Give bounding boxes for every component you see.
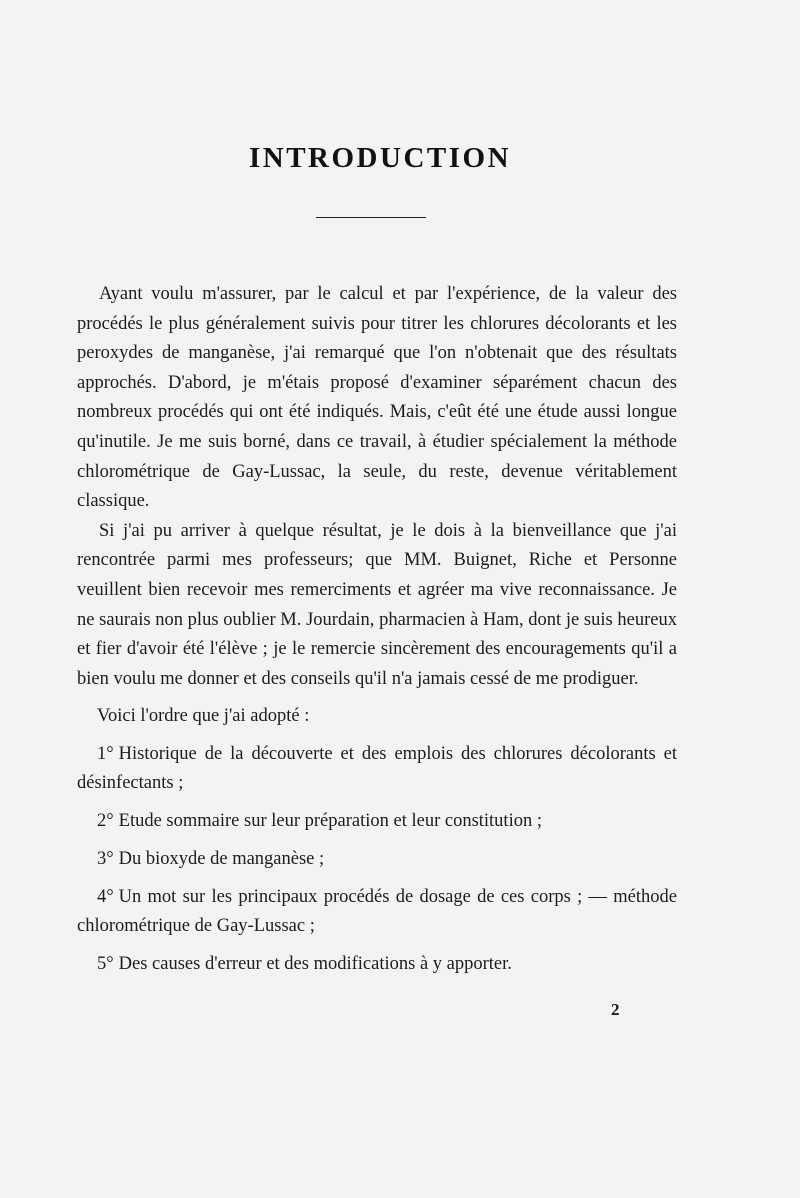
list-item-number: 5° xyxy=(97,954,114,974)
list-item-text: Du bioxyde de manganèse ; xyxy=(118,849,325,869)
paragraph-1: Ayant voulu m'assurer, par le calcul et par l'expérience, de la valeur des procédés le plus généralement suivis pour titrer les chlorures décolorants et les peroxydes de manganèse, j'ai remarqué que l'on n'obtenait que des résultats approchés. D'abord, je m'étais proposé d'examiner séparément chacun des nombreux procédés qui ont été indiqués. Mais, c'eût été une étude aussi longue qu'inutile. Je me suis borné, dans ce travail, à étudier spécialement la méthode chlorométrique de Gay-Lussac, la seule, du reste, devenue véritablement classique. xyxy=(77,284,677,512)
plan-section xyxy=(77,702,677,988)
list-item-text: Un mot sur les principaux procédés de dosage de ces corps ; — méthode chlorométrique de Gay-Lussac ; xyxy=(77,887,677,936)
list-item xyxy=(77,950,677,979)
list-item-text: Historique de la découverte et des emplois des chlorures décolorants et désinfectants ; xyxy=(77,744,677,793)
list-item-number: 1° xyxy=(97,744,114,764)
list-item xyxy=(77,845,677,874)
paragraph-2: Si j'ai pu arriver à quelque résultat, je le dois à la bienveillance que j'ai rencontrée parmi mes professeurs; que MM. Buignet, Riche et Personne veuillent bien recevoir mes remerciments et agréer ma vive reconnaissance. Je ne saurais non plus oublier M. Jourdain, pharmacien à Ham, dont je suis heureux et fier d'avoir été l'élève ; je le remercie sincèrement des encouragements qu'il a bien voulu me donner et des conseils qu'il n'a jamais cessé de me prodiguer. xyxy=(77,520,677,689)
introduction-body xyxy=(77,280,677,694)
page-number: 2 xyxy=(611,1000,620,1019)
plan-intro: Voici l'ordre que j'ai adopté : xyxy=(97,706,310,726)
list-item xyxy=(77,740,677,798)
list-item-number: 3° xyxy=(97,849,114,869)
list-item-text: Etude sommaire sur leur préparation et leur constitution ; xyxy=(118,811,542,831)
title-divider xyxy=(316,217,426,218)
list-item xyxy=(77,807,677,836)
list-item-text: Des causes d'erreur et des modifications à y apporter. xyxy=(118,954,512,974)
plan-list xyxy=(77,740,677,979)
list-item-number: 2° xyxy=(97,811,114,831)
list-item-number: 4° xyxy=(97,887,114,907)
list-item xyxy=(77,883,677,941)
page-title: INTRODUCTION xyxy=(248,142,512,174)
